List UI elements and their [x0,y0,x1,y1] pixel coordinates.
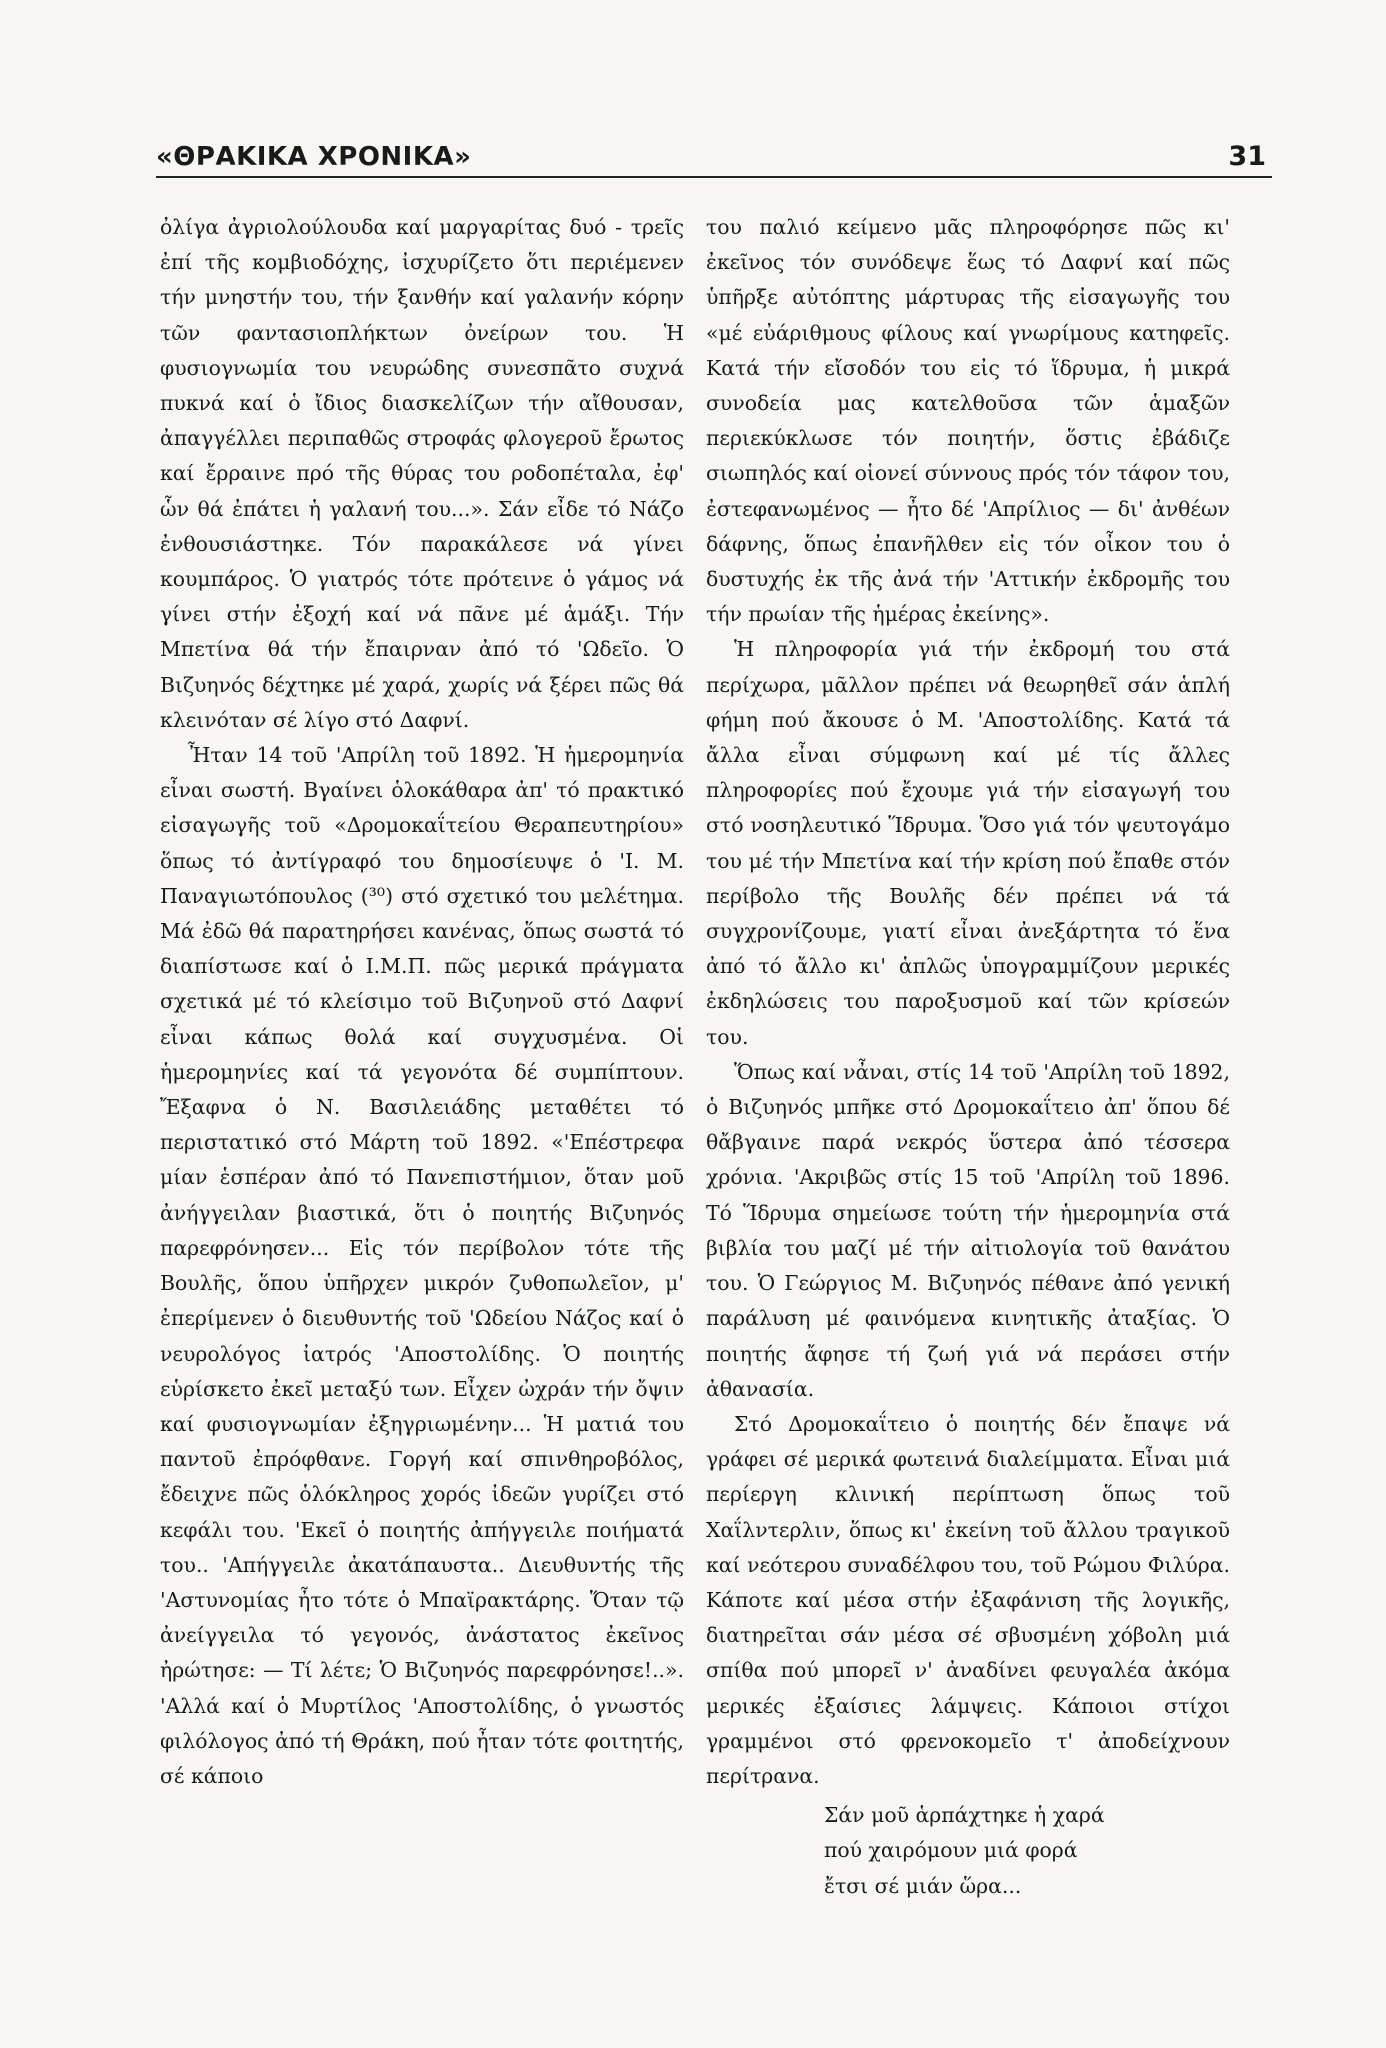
poem-line: Σάν μοῦ ἁρπάχτηκε ἡ χαρά [824,1803,1105,1828]
poem-line: πού χαιρόμουν μιά φορά [824,1838,1078,1863]
header-rule [156,176,1272,178]
paragraph: Στό Δρομοκαΐτειο ὁ ποιητής δέν ἔπαψε νά γράφει σέ μερικά φωτεινά διαλείμματα. Εἶναι μιά περίεργη κλινική περίπτωση ὅπως τοῦ Χαΐλντερλιν, ὅπως κι' ἐκείνη τοῦ ἄλλου τραγικοῦ καί νεότερου συναδέλφου του, τοῦ Ρώμου Φιλύρα. Κάποτε καί μέσα στήν ἐξαφάνιση τῆς λογικῆς, διατηρεῖται σάν μέσα σέ σβυσμένη χόβολη μιά σπίθα πού μπορεῖ ν' ἀναδίνει φευγαλέα ἀκόμα μερικές ἐξαίσιες λάμψεις. Κάποιοι στίχοι γραμμένοι στό φρενοκομεῖο τ' ἀποδείχνουν περίτρανα. [706,1411,1230,1788]
right-column [706,210,1230,1904]
poem-line: ἔτσι σέ μιάν ὥρα... [824,1873,1022,1898]
poem-excerpt [824,1798,1230,1904]
paragraph: Ἡ πληροφορία γιά τήν ἐκδρομή του στά περίχωρα, μᾶλλον πρέπει νά θεωρηθεῖ σάν ἁπλή φήμη πού ἄκουσε ὁ Μ. 'Αποστολίδης. Κατά τά ἄλλα εἶναι σύμφωνη καί μέ τίς ἄλλες πληροφορίες πού ἔχουμε γιά τήν εἰσαγωγή του στό νοσηλευτικό Ἵδρυμα. Ὅσο γιά τόν ψευτογάμο του μέ τήν Μπετίνα καί τήν κρίση πού ἔπαθε στόν περίβολο τῆς Βουλῆς δέν πρέπει νά τά συγχρονίζουμε, γιατί εἶναι ἀνεξάρτητα τό ἕνα ἀπό τό ἄλλο κι' ἁπλῶς ὑπογραμμίζουν μερικές ἐκδηλώσεις του παροξυσμοῦ καί τῶν κρίσεών του. [706,637,1230,1049]
paragraph: του παλιό κείμενο μᾶς πληροφόρησε πῶς κι' ἐκεῖνος τόν συνόδεψε ἕως τό Δαφνί καί πῶς ὑπῆρξε αὐτόπτης μάρτυρας τῆς εἰσαγωγῆς του «μέ εὐάριθμους φίλους καί γνωρίμους κατηφεῖς. Κατά τήν εἴσοδόν του εἰς τό ἵδρυμα, ἡ μικρά συνοδεία μας κατελθοῦσα τῶν ἁμαξῶν περιεκύκλωσε τόν ποιητήν, ὅστις ἐβάδιζε σιωπηλός καί οἱονεί σύννους πρός τόν τάφον του, ἐστεφανωμένος — ἦτο δέ 'Απρίλιος — δι' ἀνθέων δάφνης, ὅπως ἐπανῆλθεν εἰς τόν οἶκον του ὁ δυστυχής ἐκ τῆς ἀνά τήν 'Αττικήν ἐκδρομῆς του τήν πρωίαν τῆς ἡμέρας ἐκείνης». [706,215,1230,627]
paragraph: Ἦταν 14 τοῦ 'Απρίλη τοῦ 1892. Ἡ ἡμερομηνία εἶναι σωστή. Βγαίνει ὁλοκάθαρα ἀπ' τό πρακτικό εἰσαγωγῆς τοῦ «Δρομοκαΐτείου Θεραπευτηρίου» ὅπως τό ἀντίγραφό του δημοσίευψε ὁ 'Ι. Μ. Παναγιωτόπουλος (³⁰) στό σχετικό του μελέτημα. Μά ἐδῶ θά παρατηρήσει κανένας, ὅπως σωστά τό διαπίστωσε καί ὁ Ι.Μ.Π. πῶς μερικά πράγματα σχετικά μέ τό κλείσιμο τοῦ Βιζυηνοῦ στό Δαφνί εἶναι κάπως θολά καί συγχυσμένα. Οἱ ἡμερομηνίες καί τά γεγονότα δέ συμπίπτουν. Ἔξαφνα ὁ Ν. Βασιλειάδης μεταθέτει τό περιστατικό στό Μάρτη τοῦ 1892. «'Επέστρεφα μίαν ἑσπέραν ἀπό τό Πανεπιστήμιον, ὅταν μοῦ ἀνήγγειλαν βιαστικά, ὅτι ὁ ποιητής Βιζυηνός παρεφρόνησεν... Εἰς τόν περίβολον τότε τῆς Βουλῆς, ὅπου ὑπῆρχεν μικρόν ζυθοπωλεῖον, μ' ἐπερίμενεν ὁ διευθυντής τοῦ 'Ωδείου Νάζος καί ὁ νευρολόγος ἰατρός 'Αποστολίδης. Ὁ ποιητής εὑρίσκετο ἐκεῖ μεταξύ των. Εἶχεν ὠχράν τήν ὄψιν καί φυσιογνωμίαν ἐξηγριωμένην... Ἡ ματιά του παντοῦ ἐπρόφθανε. Γοργή καί σπινθηροβόλος, ἔδειχνε πῶς ὁλόκληρος χορός ἰδεῶν γυρίζει στό κεφάλι του. 'Εκεῖ ὁ ποιητής ἀπήγγειλε ποιήματά του.. 'Απήγγειλε ἀκατάπαυστα.. Διευθυντής τῆς 'Αστυνομίας ἦτο τότε ὁ Μπαϊρακτάρης. Ὅταν τῷ ἀνείγγειλα τό γεγονός, ἀνάστατος ἐκεῖνος ἠρώτησε: — Τί λέτε; Ὁ Βιζυηνός παρεφρόνησε!..». 'Αλλά καί ὁ Μυρτίλος 'Αποστολίδης, ὁ γνωστός φιλόλογος ἀπό τή Θράκη, πού ἦταν τότε φοιτητής, σέ κάποιο [160,743,684,1788]
paragraph: Ὅπως καί νἆναι, στίς 14 τοῦ 'Απρίλη τοῦ 1892, ὁ Βιζυηνός μπῆκε στό Δρομοκαΐτειο ἀπ' ὅπου δέ θἄβγαινε παρά νεκρός ὕστερα ἀπό τέσσερα χρόνια. 'Ακριβῶς στίς 15 τοῦ 'Απρίλη τοῦ 1896. Τό Ἵδρυμα σημείωσε τούτη τήν ἡμερομηνία στά βιβλία του μαζί μέ τήν αἰτιολογία τοῦ θανάτου του. Ὁ Γεώργιος Μ. Βιζυηνός πέθανε ἀπό γενική παράλυση μέ φαινόμενα κινητικῆς ἀταξίας. Ὁ ποιητής ἄφησε τή ζωή γιά νά περάσει στήν ἀθανασία. [706,1059,1230,1401]
journal-title: «ΘΡΑΚΙΚΑ ΧΡΟΝΙΚΑ» [156,142,472,172]
left-column [160,210,684,1794]
page-header [156,126,1272,172]
paragraph: ὀλίγα ἀγριολούλουδα καί μαργαρίτας δυό - τρεῖς ἐπί τῆς κομβιοδόχης, ἰσχυρίζετο ὅτι περιέμενεν τήν μνηστήν του, τήν ξανθήν καί γαλανήν κόρην τῶν φαντασιοπλήκτων ὀνείρων του. Ἡ φυσιογνωμία του νευρώδης συνεσπᾶτο συχνά πυκνά καί ὁ ἴδιος διασκελίζων τήν αἴθουσαν, ἀπαγγέλλει περιπαθῶς στροφάς φλογεροῦ ἔρωτος καί ἔρραινε πρό τῆς θύρας του ροδοπέταλα, ἐφ' ὧν θά ἐπάτει ἡ γαλανή του...». Σάν εἶδε τό Νάζο ἐνθουσιάστηκε. Τόν παρακάλεσε νά γίνει κουμπάρος. Ὁ γιατρός τότε πρότεινε ὁ γάμος νά γίνει στήν ἐξοχή καί νά πᾶνε μέ ἁμάξι. Τήν Μπετίνα θά τήν ἔπαιρναν ἀπό τό 'Ωδεῖο. Ὁ Βιζυηνός δέχτηκε μέ χαρά, χωρίς νά ξέρει πῶς θά κλεινόταν σέ λίγο στό Δαφνί. [160,215,684,732]
page-number: 31 [1228,141,1266,172]
